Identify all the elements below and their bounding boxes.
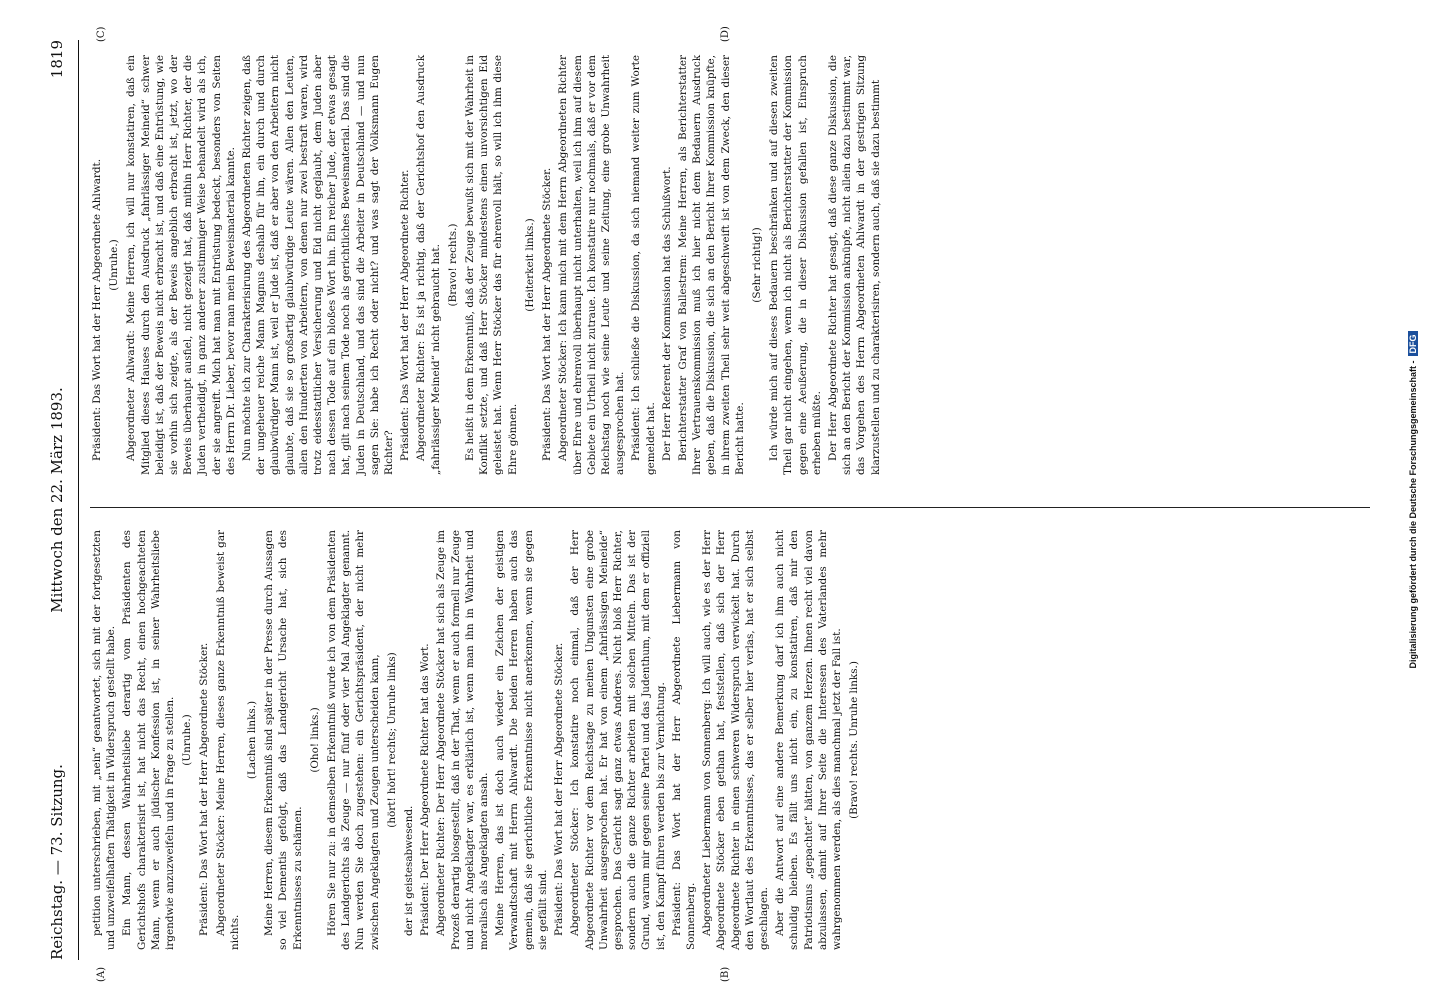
paragraph: Der Herr Referent der Kommission hat das Schlußwort.	[660, 166, 673, 461]
footer-text: Digitalisierung gefördert durch die Deutsche Forschungsgemeinschaft -	[1408, 360, 1418, 669]
interjection: (Oho! links.)	[308, 707, 321, 773]
left-column	[90, 530, 864, 950]
paragraph: Ich würde mich auf dieses Bedauern beschränken und auf diesen zweiten Theil gar nicht eingehen, wenn ich nicht als Berichterstatter der Kommission gegen eine Aeußerung, die in dieser Diskussion gefallen ist, Einspruch erheben müßte.	[768, 55, 823, 475]
paragraph: Meine Herren, das ist doch auch wieder ein Zeichen der geistigen Verwandtschaft mit Herrn Ahlwardt. Die beiden Herren haben auch das gemein, daß sie gerichtliche Erkenntnisse nicht anerkennen, wenn sie gegen sie gefällt sind.	[494, 530, 549, 950]
paragraph: Abgeordneter Stöcker: Meine Herren, dieses ganze Erkenntniß beweist gar nichts.	[214, 530, 241, 950]
paragraph: Berichterstatter Graf von Ballestrem: Meine Herren, als Berichterstatter Ihrer Vertrauenskommission muß ich hier nicht dem Bedauern Ausdruck geben, daß die Diskussion, die sich an den Bericht Ihrer Kommission knüpfte, in ihrem zweiten Theil sehr weit abgeschweift ist von dem Zweck, den dieser Bericht hatte.	[676, 55, 746, 475]
paragraph: Ein Mann, dessen Wahrheitsliebe derartig vom Präsidenten des Gerichtshofs charakterisirt ist, hat nicht das Recht, einen hochgeachteten Mann, wenn er auch jüdischer Konfession ist, in seiner Wahrheitsliebe irgendwie anzuzweifeln und in Frage zu stellen.	[121, 530, 177, 950]
paragraph: Präsident: Das Wort hat der Herr Abgeordnete Richter.	[399, 169, 412, 461]
paragraph: Präsident: Das Wort hat der Herr Abgeordnete Stöcker.	[198, 642, 211, 936]
header-left: Reichstag. — 73. Sitzung.	[48, 764, 66, 960]
paragraph: Abgeordneter Stöcker: Ich konstatire noch einmal, daß der Herr Abgeordnete Richter vor dem Reichstage zu meinen Ungunsten eine grobe Unwahrheit ausgesprochen hat. Er hat von einem „fahrlässigen Meineide“ gesprochen. Das Gericht sagt ganz etwas Anderes. Nicht bloß Herr Richter, sondern auch die ganze Richter arbeiten mit solchen Mitteln. Das ist der Grund, warum mir gegen seine Partei und das Judenthum, mit dem er offiziell ist, den Kampf führen werden bis zur Vernichtung.	[569, 530, 667, 950]
interjection: (Bravo! rechts. Unruhe links.)	[848, 661, 861, 819]
paragraph: Es heißt in dem Erkenntniß, daß der Zeuge bewußt sich mit der Wahrheit in Konflikt setzte, und daß Herr Stöcker mindestens einen unvorsichtigen Eid geleistet hat. Wenn Herr Stöcker das für ehrenvoll hält, so will ich ihm diese Ehre gönnen.	[464, 55, 519, 475]
paragraph: petition unterschrieben, mit „nein“ geantwortet, sich mit der fortgesetzten und unzweifelhaften Thätigkeit in Widerspruch gestellt habe.	[91, 530, 118, 950]
interjection: (Unruhe.)	[108, 239, 121, 291]
paragraph: der ist geistesabwesend.	[403, 805, 416, 936]
paragraph: Präsident: Ich schließe die Diskussion, da sich niemand weiter zum Worte gemeldet hat.	[630, 55, 657, 475]
interjection: (Lachen links.)	[246, 700, 259, 780]
right-column	[90, 55, 885, 475]
paragraph: Der Herr Abgeordnete Richter hat gesagt, daß diese ganze Diskussion, die sich an den Bericht der Kommission anknüpfe, nicht allein dazu bestimmt war, das Vorgehen des Herrn Abgeordneten Ahlwardt in der gestrigen Sitzung klarzustellen und zu charakterisiren, sondern auch, daß sie dazu bestimmt	[826, 55, 882, 475]
paragraph: Meine Herren, diesem Erkenntniß sind später in der Presse durch Aussagen so viel Dementis gefolgt, daß das Landgericht Ursache hat, sich des Erkenntnisses zu schämen.	[263, 530, 304, 950]
interjection: (hört! hört! rechts; Unruhe links)	[385, 652, 398, 828]
interjection: (Bravo! rechts.)	[446, 223, 459, 307]
margin-label-b: (B)	[720, 966, 731, 982]
paragraph: Abgeordneter Richter: Der Herr Abgeordnete Stöcker hat sich als Zeuge im Prozeß derartig blosgestellt, daß in der That, wenn er auch formell nur Zeuge und nicht Angeklagter war, es erklärlich ist, wenn man ihn in Wahrheit und moralisch als Angeklagten ansah.	[435, 530, 491, 950]
dfg-logo: DFG	[1408, 331, 1418, 356]
margin-label-a: (A)	[96, 966, 107, 982]
interjection: (Unruhe.)	[181, 714, 194, 766]
header-rule	[78, 40, 79, 960]
paragraph: Präsident: Der Herr Abgeordnete Richter hat das Wort.	[419, 643, 432, 936]
paragraph: Abgeordneter Ahlwardt: Meine Herren, ich will nur konstatiren, daß ein Mitglied dieses Hauses durch den Ausdruck „fahrlässiger Meineid“ schwer beleidigt ist, daß der Beweis nicht erbracht ist, und daß eine Entrüstung, wie sie vorhin sich zeigte, als der Beweis angeblich erbracht ist, jetzt, wo der Beweis überhaupt ausfiel, nicht gezeigt hat, daß mithin Herr Richter, der die Juden vertheidigt, in ganz anderer zustimmiger Weise behandelt wird als ich, der sie angreift. Mich hat man mit Entrüstung bedeckt, besonders von Seiten des Herrn Dr. Lieber, bevor man mein Beweismaterial kannte.	[125, 55, 237, 475]
paragraph: Abgeordneter Richter: Es ist ja richtig, daß der Gerichtshof den Ausdruck „fahrlässiger Meineid“ nicht gebraucht hat.	[415, 55, 442, 475]
margin-label-c: (C)	[96, 26, 107, 42]
paragraph: Abgeordneter Stöcker: Ich kann mich mit dem Herrn Abgeordneten Richter über Ehre und ehrenvoll überhaupt nicht unterhalten, weil ich ihm auf diesem Gebiete ein Urtheil nicht zutraue. Ich konstatire nur nochmals, daß er vor dem Reichstag noch wie seine Leute und seine Zeitung, eine grobe Unwahrheit ausgesprochen hat.	[557, 55, 627, 475]
paragraph: Präsident: Das Wort hat der Herr Abgeordnete Liebermann von Sonnenberg.	[670, 530, 697, 950]
paragraph: Präsident: Das Wort hat der Herr Abgeordnete Ahlwardt.	[91, 158, 103, 461]
page-number: 1819	[48, 40, 66, 79]
margin-label-d: (D)	[720, 26, 731, 42]
paragraph: Präsident: Das Wort hat der Herr Abgeordnete Stöcker.	[541, 167, 554, 461]
paragraph: Abgeordneter Liebermann von Sonnenberg: Ich will auch, wie es der Herr Abgeordnete Stöcker eben gethan hat, feststellen, daß sich der Herr Abgeordnete Richter in einen schweren Widerspruch verwickelt hat. Durch den Wortlaut des Erkenntnisses, das er selber hier verlas, hat er sich selbst geschlagen.	[701, 530, 770, 950]
paragraph: Hören Sie nur zu: in demselben Erkenntniß wurde ich von dem Präsidenten des Landgerichts als Zeuge — nur fünf oder vier Mal Angeklagter genannt. Nun werden Sie doch zugestehen: ein Gerichtspräsident, der nicht mehr zwischen Angeklagten und Zeugen unterscheiden kann,	[326, 530, 381, 950]
digitization-footer	[1408, 0, 1418, 1000]
running-header	[48, 40, 74, 960]
paragraph: Präsident: Das Wort hat der Herr Abgeordnete Stöcker.	[553, 642, 566, 936]
interjection: (Heiterkeit links.)	[523, 218, 536, 312]
interjection: (Sehr richtig!)	[750, 227, 763, 303]
paragraph: Nun möchte ich zur Charakterisirung des Abgeordneten Richter zeigen, daß der ungeheuer reiche Mann Magnus deshalb für ihn, ein durch und durch glaubwürdiger Mann ist, weil er Jude ist, daß er aber von den Arbeitern nicht glaubte, daß sie so großartig glaubwürdige Leute wären. Allen den Leuten, allen den Hunderten von Arbeitern, von denen nur zwei bestraft waren, wird trotz eidesstattlicher Versicherung und Eid nicht geglaubt, dem Juden aber nach dessen Tode auf ein bloßes Wort hin. Ein reicher Jude, der etwas gesagt hat, gilt nach seinem Tode noch als gerichtliches Beweismaterial. Das sind die Juden in Deutschland, und das sind die Arbeiter in Deutschland — und nun sagen Sie: habe ich Recht oder nicht? und was sagt der Volksmann Eugen Richter?	[241, 55, 396, 475]
header-center: Mittwoch den 22. März 1893.	[48, 387, 66, 613]
column-separator	[90, 507, 1370, 508]
paragraph: Aber die Antwort auf eine andere Bemerkung darf ich ihm auch nicht schuldig bleiben. Es fällt uns nicht ein, zu konstatiren, daß mir den Patriotismus „gepachtet“ hätten, von ganzem Herzen. Ihnen recht viel davon abzulassen, damit auf Ihrer Seite die Interessen des Vaterlandes mehr wahrgenommen werden, als dies manchmal jetzt der Fall ist.	[774, 530, 843, 950]
